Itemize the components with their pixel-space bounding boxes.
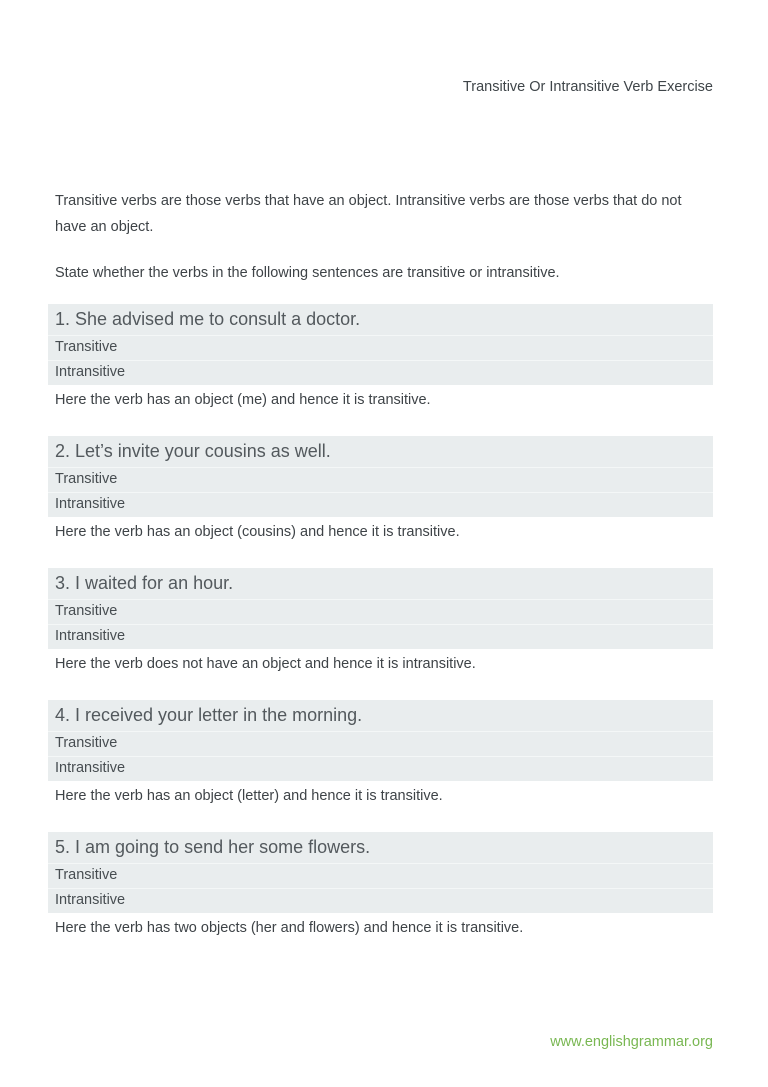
- question-3-option-transitive[interactable]: Transitive: [48, 599, 713, 624]
- intro-paragraph: Transitive verbs are those verbs that have an object. Intransitive verbs are those verbs that do not have an object.: [55, 193, 682, 235]
- question-2-answer: Here the verb has an object (cousins) and hence it is transitive.: [55, 524, 460, 540]
- question-block-4: [55, 700, 713, 805]
- question-3-answer: Here the verb does not have an object and hence it is intransitive.: [55, 656, 476, 672]
- question-2-option-transitive[interactable]: Transitive: [48, 467, 713, 492]
- question-4-option-intransitive[interactable]: Intransitive: [48, 756, 713, 781]
- question-5-option-transitive[interactable]: Transitive: [48, 863, 713, 888]
- question-4-heading: 4. I received your letter in the morning.: [48, 700, 713, 731]
- instruction-text: State whether the verbs in the following sentences are transitive or intransitive.: [55, 265, 560, 281]
- question-block-3: [55, 568, 713, 673]
- page-title: Transitive Or Intransitive Verb Exercise: [462, 79, 713, 95]
- question-2-heading: 2. Let’s invite your cousins as well.: [48, 436, 713, 467]
- question-block-5: [55, 832, 713, 937]
- page-content: [55, 188, 713, 1051]
- question-1-answer: Here the verb has an object (me) and hence it is transitive.: [55, 392, 431, 408]
- question-1-option-intransitive[interactable]: Intransitive: [48, 360, 713, 385]
- question-block-1: [55, 304, 713, 409]
- question-5-heading: 5. I am going to send her some flowers.: [48, 832, 713, 863]
- question-4-option-transitive[interactable]: Transitive: [48, 731, 713, 756]
- footer-link[interactable]: www.englishgrammar.org: [550, 1034, 713, 1050]
- question-1-heading: 1. She advised me to consult a doctor.: [48, 304, 713, 335]
- question-3-option-intransitive[interactable]: Intransitive: [48, 624, 713, 649]
- question-5-answer: Here the verb has two objects (her and flowers) and hence it is transitive.: [55, 920, 524, 936]
- question-2-option-intransitive[interactable]: Intransitive: [48, 492, 713, 517]
- question-1-option-transitive[interactable]: Transitive: [48, 335, 713, 360]
- page-footer: [55, 1033, 713, 1051]
- question-block-2: [55, 436, 713, 541]
- question-5-option-intransitive[interactable]: Intransitive: [48, 888, 713, 913]
- question-4-answer: Here the verb has an object (letter) and hence it is transitive.: [55, 788, 443, 804]
- question-3-heading: 3. I waited for an hour.: [48, 568, 713, 599]
